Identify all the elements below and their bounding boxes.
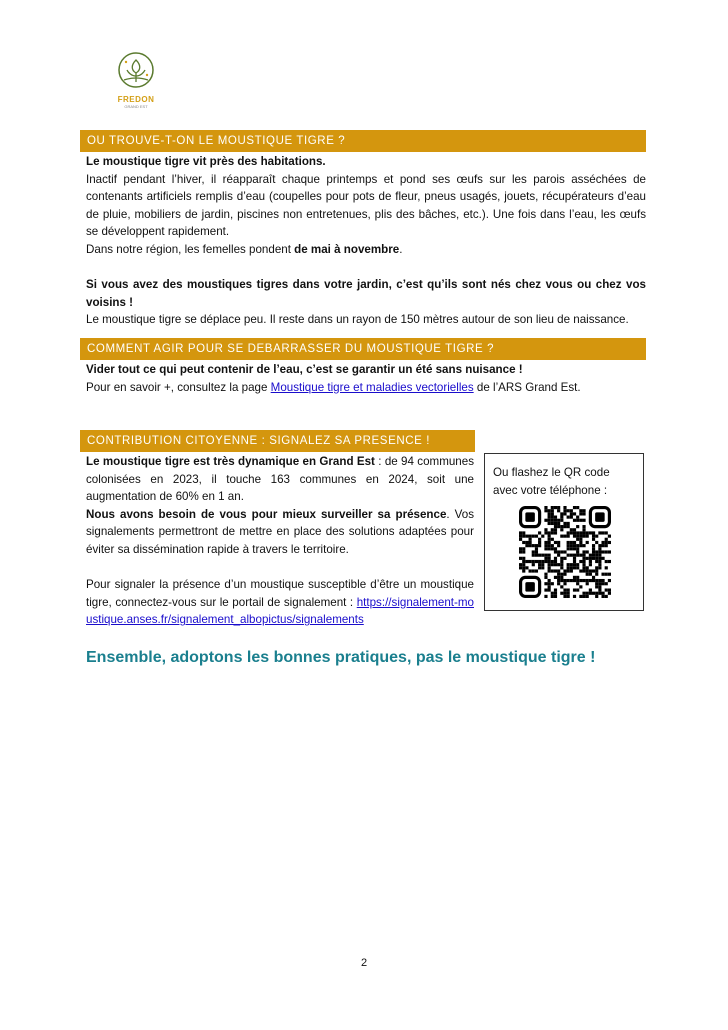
plant-logo-icon (116, 50, 156, 90)
paragraph: Pour en savoir +, consultez la page Moustique tigre et maladies vectorielles de l’ARS Grand Est. (86, 380, 581, 394)
lead-text: Le moustique tigre vit près des habitations. (86, 155, 326, 168)
logo-subtitle: GRAND EST (124, 104, 148, 109)
qr-code-icon[interactable] (519, 506, 611, 598)
section-header-action: COMMENT AGIR POUR SE DEBARRASSER DU MOUSTIQUE TIGRE ? (80, 338, 646, 360)
paragraph: Le moustique tigre se déplace peu. Il reste dans un rayon de 150 mètres autour de son lieu de naissance. (86, 313, 629, 327)
paragraph: Inactif pendant l’hiver, il réapparaît chaque printemps et pond ses œufs sur les parois asséchées de contenants artificiels remplis d’eau (coupelles pour pots de fleur, pneus usagés, jouets, récupérateurs d’eau de pluie, mobiliers de jardin, piscines non entretenues, plis des bâches, etc.). Une fois dans l’eau, les œufs se développent rapidement. (86, 172, 646, 239)
logo-name: FREDON (117, 95, 155, 104)
section-where-body (86, 153, 646, 329)
ars-link[interactable]: Moustique tigre et maladies vectorielles (270, 380, 474, 394)
page-number: 2 (360, 957, 368, 969)
paragraph: Le moustique tigre est très dynamique en Grand Est : de 94 communes colonisées en 2023, il touche 163 communes en 2024, soit une augmentation de 60% en 1 an. (86, 455, 474, 504)
closing-slogan: Ensemble, adoptons les bonnes pratiques, pas le moustique tigre ! (86, 649, 596, 666)
section-contribution-body (86, 453, 474, 629)
lead-text: Vider tout ce qui peut contenir de l’eau, c’est se garantir un été sans nuisance ! (86, 363, 523, 376)
section-header-where: OU TROUVE-T-ON LE MOUSTIQUE TIGRE ? (80, 130, 646, 152)
qr-box (484, 453, 644, 611)
section-action-body (86, 361, 646, 396)
highlight-text: Si vous avez des moustiques tigres dans votre jardin, c’est qu’ils sont nés chez vous ou chez vos voisins ! (86, 278, 646, 309)
paragraph: Pour signaler la présence d’un moustique susceptible d’être un moustique tigre, connectez-vous sur le portail de signalement : https://signalement-moustique.anses.fr/signalement_albopictus/signalements (86, 578, 474, 627)
fredon-logo (114, 50, 158, 109)
qr-caption: Ou flashez le QR code avec votre téléphone : (493, 466, 610, 497)
signalement-link[interactable]: https://signalement-moustique.anses.fr/signalement_albopictus/signalements (86, 595, 474, 627)
section-header-contribution: CONTRIBUTION CITOYENNE : SIGNALEZ SA PRESENCE ! (80, 430, 475, 452)
paragraph: Nous avons besoin de vous pour mieux surveiller sa présence. Vos signalements permettront de mettre en place des solutions adaptées pour éviter sa dissémination rapide à travers le territoire. (86, 507, 475, 556)
paragraph: Dans notre région, les femelles pondent de mai à novembre. (86, 242, 403, 256)
